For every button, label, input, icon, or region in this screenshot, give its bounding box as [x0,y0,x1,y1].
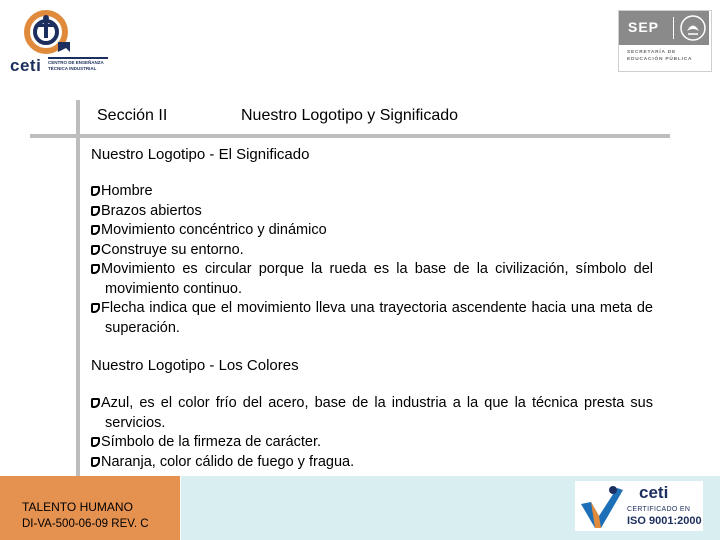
sep-logo-subtitle-line2: EDUCACIÓN PÚBLICA [627,57,693,62]
sep-logo-subtitle [627,49,692,63]
section-title: Nuestro Logotipo y Significado [241,107,459,124]
checkbox-bullet-icon [91,264,100,274]
eagle-seal-icon [679,14,707,42]
sep-logo [618,10,712,72]
section-label: Sección II [97,107,168,124]
list-item: Brazos abiertos [91,202,653,222]
iso-certification-logo [575,481,703,531]
sep-logo-divider [673,17,674,39]
footer-document-code: DI-VA-500-06-09 REV. C [22,518,149,530]
vertical-rule [76,100,80,476]
list-item: Azul, es el color frío del acero, base de la industria a la que la técnica presta sus servicios. [91,394,653,433]
ceti-logo [8,10,108,76]
checkbox-bullet-icon [91,186,100,196]
cert-line2: ISO 9001:2000 [627,515,702,527]
horizontal-rule [30,134,670,138]
sep-logo-subtitle-line1: SECRETARÍA DE [627,50,677,55]
sep-logo-banner [619,11,709,45]
list-item: Naranja, color cálido de fuego y fragua. [91,453,653,473]
colors-list [91,394,653,472]
list-item: Hombre [91,182,653,202]
certification-check-icon [577,482,627,530]
checkbox-bullet-icon [91,437,100,447]
ceti-logo-subtitle: CENTRO DE ENSEÑANZA TÉCNICA INDUSTRIAL [48,60,104,71]
checkbox-bullet-icon [91,206,100,216]
footer-right-panel [181,476,720,540]
meaning-list [91,182,653,338]
colors-heading: Nuestro Logotipo - Los Colores [91,357,299,374]
list-item: Construye su entorno. [91,241,653,261]
footer-left-panel [0,476,180,540]
checkbox-bullet-icon [91,245,100,255]
checkbox-bullet-icon [91,457,100,467]
checkbox-bullet-icon [91,225,100,235]
ceti-emblem-icon [20,10,76,54]
checkbox-bullet-icon [91,398,100,408]
checkbox-bullet-icon [91,303,100,313]
footer-department: TALENTO HUMANO [22,500,133,514]
cert-logo-text: ceti [639,483,669,502]
sep-logo-text: SEP [628,19,660,35]
meaning-heading: Nuestro Logotipo - El Significado [91,146,310,163]
cert-line1: CERTIFICADO EN [627,506,691,513]
ceti-logo-bar [48,57,108,59]
ceti-logo-text: ceti [10,56,42,75]
list-item: Movimiento concéntrico y dinámico [91,221,653,241]
list-item: Flecha indica que el movimiento lleva una trayectoria ascendente hacia una meta de superación. [91,299,653,338]
list-item: Símbolo de la firmeza de carácter. [91,433,653,453]
list-item: Movimiento es circular porque la rueda es la base de la civilización, símbolo del movimiento continuo. [91,260,653,299]
